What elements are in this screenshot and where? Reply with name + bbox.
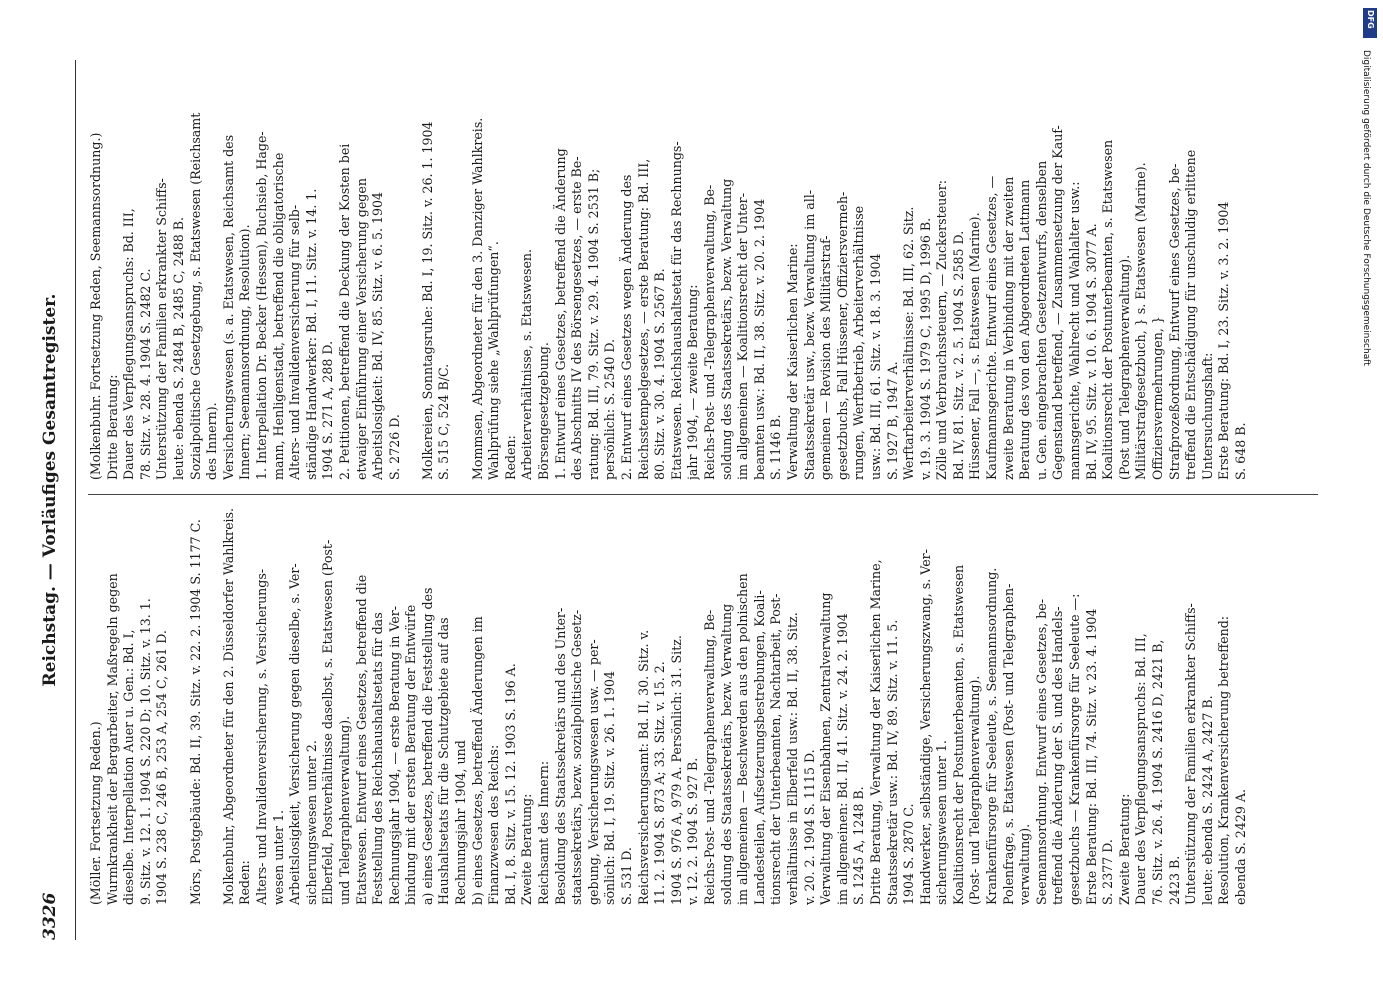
left-column-line: 1904 S. 2870 C. [901, 803, 917, 905]
right-column-line: Zölle und Verbrauchssteuern, — Zuckersteuer: [934, 180, 950, 480]
left-column-line: 9. Sitz. v. 12. 1. 1904 S. 220 D; 10. Sitz. v. 13. 1. [137, 598, 153, 905]
left-column-line: Besoldung des Staatssekretärs und des Unter- [552, 607, 568, 905]
right-column-line: S. 1146 B. [768, 414, 784, 480]
left-column-line: Reichsversicherungsamt: Bd. II, 30. Sitz. v. [635, 629, 651, 905]
right-column-line: Werftarbeiterverhältnisse: Bd. III, 62. Sitz. [901, 206, 917, 480]
left-column-line: Erste Beratung: Bd. III, 74. Sitz. v. 23. 4. 1904 [1083, 608, 1099, 905]
right-column-line: Untersuchungshaft: [1199, 352, 1215, 480]
left-column-line: 2423 B. [1166, 855, 1182, 905]
right-column-line: Unterstützung der Familien erkrankter Schiffs- [154, 178, 170, 480]
left-column-line: Verwaltung der Eisenbahnen, Zentralverwaltung [818, 592, 834, 905]
left-column-line: v. 20. 2. 1904 S. 1115 D. [801, 749, 817, 905]
right-column-line: (Post und Telegraphenverwaltung). [1116, 254, 1132, 480]
right-column-line: Wahlprüfung siehe „Wahlprüfungen“. [486, 241, 502, 480]
left-column-line: und Telegraphenverwaltung). [336, 715, 352, 905]
left-column-line: S. 2377 D. [1100, 839, 1116, 905]
left-column-line: Finanzwesen des Reichs: [486, 744, 502, 905]
page-header [40, 40, 70, 940]
right-column-line: soldung des Staatssekretärs, bezw. Verwaltung [718, 178, 734, 480]
left-column-line: sicherungswesen unter 2. [303, 740, 319, 905]
right-column-line: S. 515 C, 524 B/C. [436, 363, 452, 480]
left-column-line: Reden: [237, 860, 253, 905]
left-column-line: leute: ebenda S. 2424 A, 2427 B. [1199, 695, 1215, 905]
right-column-line: Bd. IV, 95. Sitz. v. 10. 6. 1904 S. 3077 A. [1083, 223, 1099, 480]
left-column-line: Zweite Beratung: [519, 793, 535, 905]
right-column-line: des Abschnitts IV des Börsengesetzes, — erste Be- [569, 156, 585, 480]
left-column-line: Elberfeld, Postverhältnisse daselbst, s. Etatswesen (Post- [320, 539, 336, 905]
left-column-line: Feststellung des Reichshaushaltsetats für das [370, 612, 386, 905]
right-column-line: Arbeiterverhältnisse, s. Etatswesen. [519, 248, 535, 480]
left-column-line: im allgemeinen: Bd. II, 41. Sitz. v. 24. 2. 1904 [834, 613, 850, 905]
left-column-line: Unterstützung der Familien erkrankter Schiffs- [1183, 603, 1199, 905]
left-column-line: Resolution, Krankenversicherung betreffend: [1216, 615, 1232, 905]
right-column-line: 1. Entwurf eines Gesetzes, betreffend die Änderung [552, 148, 568, 480]
left-column-line [171, 490, 188, 905]
right-column-line: des Innern). [204, 402, 220, 480]
left-column-line: Krankenfürsorge für Seeleute, s. Seemannsordnung. [984, 567, 1000, 905]
left-column-line: im allgemeinen — Beschwerden aus den polnischen [735, 573, 751, 905]
left-column-line: Handwerker, selbständige, Versicherungszwang, s. Ver- [917, 549, 933, 905]
right-column-line: rungen, Werftbetrieb, Arbeiterverhältnisse [851, 205, 867, 480]
left-column-line: verhältnisse in Elberfeld usw.: Bd. II, 38. Sitz. [784, 612, 800, 905]
right-column-line: Innern; Seemannsordnung, Resolution). [237, 224, 253, 480]
left-column-line: Dauer des Verpflegungsanspruchs: Bd. III, [1133, 633, 1149, 905]
left-column-line: Etatswesen. Entwurf eines Gesetzes, betreffend die [353, 574, 369, 905]
right-column-line: Kaufmannsgerichte. Entwurf eines Gesetzes, — [984, 175, 1000, 480]
left-column-line: v. 12. 2. 1904 S. 927 B. [685, 757, 701, 905]
right-column-line: Mommsen, Abgeordneter für den 3. Danziger Wahlkreis. [469, 117, 485, 480]
right-column-line: Gegenstand betreffend, — Zusammensetzung der Kauf- [1050, 125, 1066, 480]
left-column-line: Mörs, Postgebäude: Bd. II, 39. Sitz. v. 22. 2. 1904 S. 1177 C. [187, 519, 203, 905]
left-column-line: gesetzbuchs — Krankenfürsorge für Seeleute —: [1067, 593, 1083, 905]
left-column-line: (Post- und Telegraphenverwaltung). [967, 675, 983, 905]
right-column-line: Börsengesetzgebung. [536, 342, 552, 480]
left-column-line: treffend die Änderung der S. und des Handels- [1050, 606, 1066, 905]
right-column-line: S. 2726 D. [386, 414, 402, 480]
right-column-line: Erste Beratung: Bd. I, 23. Sitz. v. 3. 2. 1904 [1216, 201, 1232, 480]
right-column-line: 1904 S. 271 A, 288 D. [320, 340, 336, 480]
left-column-line: Molkenbuhr, Abgeordneter für den 2. Düsseldorfer Wahlkreis. [220, 507, 236, 905]
left-column-line: Reichsamt des Innern: [536, 760, 552, 905]
right-column-line: Staatssekretär usw., bezw. Verwaltung im all- [801, 189, 817, 480]
left-column-line: 11. 2. 1904 S. 873 A; 33. Sitz. v. 15. 2. [652, 661, 668, 905]
right-column-line: jahr 1904, — zweite Beratung: [685, 284, 701, 480]
right-column-line: mannsgerichte, Wahlrecht und Wahlalter usw.: [1067, 181, 1083, 480]
left-column-line: Polenfrage, s. Etatswesen (Post- und Telegraphen- [1000, 583, 1016, 905]
right-column-line: leute: ebenda S. 2484 B, 2485 C, 2488 B. [170, 216, 186, 480]
left-column-line: 1904 S. 976 A, 979 A. Persönlich: 31. Sitz. [668, 635, 684, 905]
left-column-line: Koalitionsrecht der Postunterbeamten, s. Etatswesen [950, 564, 966, 905]
left-column-line: Rechnungsjahr 1904, und [453, 740, 469, 905]
right-column-line: treffend die Entschädigung für unschuldig erlittene [1183, 149, 1199, 480]
left-column-line: dieselbe. Interpellation Auer u. Gen.: Bd. I, [121, 629, 137, 905]
right-column-line: Arbeitslosigkeit: Bd. IV, 85. Sitz. v. 6. 5. 1904 [370, 191, 386, 480]
right-column-line: gesetzbuchs, Fall Hüssener, Offiziersvermeh- [834, 191, 850, 480]
right-column-line: ständige Handwerker: Bd. I, 11. Sitz. v. 14. 1. [303, 188, 319, 480]
left-column-line: Staatssekretär usw.: Bd. IV, 89. Sitz. v. 11. 5. [884, 619, 900, 905]
right-column-line: usw.: Bd. III, 61. Sitz. v. 18. 3. 1904 [867, 253, 883, 480]
left-column-line: S. 531 D. [619, 847, 634, 905]
right-column-line: gemeinen — Revision des Militärstraf- [818, 235, 834, 480]
right-column-line: 1. Interpellation Dr. Becker (Hessen), Buchsieb, Hage- [253, 131, 269, 480]
right-column-line: 78. Sitz. v. 28. 4. 1904 S. 2482 C. [137, 268, 153, 480]
left-column-line: tionsrecht der Unterbeamten, Nachtarbeit, Post- [768, 593, 784, 905]
left-column-line: staatssekretärs, bezw. sozialpolitische Gesetz- [569, 609, 585, 905]
left-column-line: Zweite Beratung: [1116, 793, 1132, 905]
left-column-line: (Möller. Fortsetzung Reden.) [88, 721, 103, 905]
left-column-line: ebenda S. 2429 A. [1232, 789, 1248, 905]
right-column [88, 65, 1250, 480]
left-column-line: bindung mit der ersten Beratung der Entwürfe [403, 604, 419, 905]
right-column-line: Verwaltung der Kaiserlichen Marine: [784, 243, 800, 480]
right-column-line: Dauer des Verpflegungsanspruchs: Bd. III, [121, 208, 137, 480]
right-column-line: Militärstrafgesetzbuch, } s. Etatswesen (Marine). [1133, 162, 1149, 480]
right-column-line: Versicherungswesen (s. a. Etatswesen, Reichsamt des [220, 134, 236, 480]
left-column-line: Dritte Beratung, Verwaltung der Kaiserlichen Marine, [867, 559, 883, 905]
left-column-line: sicherungswesen unter 1. [934, 740, 950, 905]
right-column-line: Koalitionsrecht der Postunterbeamten, s. Etatswesen [1100, 139, 1116, 480]
right-column-line: Offiziersvermehrungen, } [1150, 316, 1165, 480]
left-column-line: Wurmkrankheit der Bergarbeiter, Maßregeln gegen [104, 573, 120, 905]
left-column-line [204, 490, 221, 905]
left-column-line: soldung des Staatssekretärs, bezw. Verwaltung [718, 603, 734, 905]
credit-text: Digitalisierung gefördert durch die Deutsche Forschungsgemeinschaft [1361, 50, 1371, 366]
left-column-line: Arbeitslosigkeit, Versicherung gegen dieselbe, s. Ver- [287, 563, 303, 905]
digitization-credit [1357, 10, 1375, 990]
right-column-line: Dritte Beratung: [104, 374, 120, 480]
right-column-line: etwaiger Einführung einer Versicherung gegen [353, 178, 369, 480]
right-column-line: Sozialpolitische Gesetzgebung, s. Etatswesen (Reichsamt [187, 112, 203, 480]
right-column-line [403, 65, 420, 480]
right-column-line: mann, Henligenstadt, betreffend die obligatorische [270, 152, 286, 480]
right-column-line: persönlich: S. 2540 D. [602, 338, 618, 480]
right-column-line: v. 19. 3. 1904 S. 1979 C, 1995 D, 1996 B. [917, 217, 933, 480]
left-column-line: Bd. I, 8. Sitz. v. 15. 12. 1903 S. 196 A. [502, 663, 518, 905]
right-column-line: S. 648 B. [1232, 422, 1248, 480]
header-rule [75, 60, 76, 940]
right-column-line: im allgemeinen — Koalitionsrecht der Unter- [735, 193, 751, 480]
right-column-line: ratung: Bd. III, 79. Sitz. v. 29. 4. 1904 S. 2531 B; [585, 168, 601, 480]
left-column-line: Seemannsordnung. Entwurf eines Gesetzes, be- [1033, 598, 1049, 905]
right-column-line: Bd. IV, 81. Sitz. v. 2. 5. 1904 S. 2585 D. [950, 230, 966, 480]
right-column-line [453, 65, 470, 480]
left-column-line: Alters- und Invalidenversicherung, s. Versicherungs- [253, 568, 269, 905]
right-column-line: Reichs-Post- und -Telegraphenverwaltung, Be- [701, 184, 717, 480]
left-column [88, 490, 1250, 905]
right-column-line: zweite Beratung in Verbindung mit der zweiten [1000, 176, 1016, 480]
column-separator [88, 494, 1318, 495]
left-column-line: Landesteilen, Aufsetzerungsbestrebungen, Koali- [751, 590, 767, 905]
left-column-line: gebung, Versicherungswesen usw. — per- [585, 639, 601, 905]
right-column-line: beamten usw.: Bd. II, 38. Sitz. v. 20. 2. 1904 [751, 198, 767, 480]
right-column-line: Hüssener, Fall —, s. Etatswesen (Marine). [967, 212, 983, 480]
running-title: Reichstag. — Vorläufiges Gesamtregister. [40, 293, 60, 687]
left-column-line: Reichs-Post- und -Telegraphenverwaltung, Be- [701, 609, 717, 905]
right-column-line: u. Gen. eingebrachten Gesetzentwurfs, denselben [1033, 160, 1049, 480]
right-column-line: Reden: [502, 435, 518, 480]
dfg-badge-text: DFG [1366, 10, 1375, 29]
left-column-line: Rechnungsjahr 1904, — erste Beratung in Ver- [386, 605, 402, 905]
right-column-line: Etatswesen. Reichshaushaltsetat für das Rechnungs- [668, 141, 684, 480]
right-column-line: Alters- und Invalidenversicherung für selb- [287, 204, 303, 480]
right-column-line: 80. Sitz. v. 30. 4. 1904 S. 2567 B. [652, 268, 668, 480]
left-column-line: verwaltung). [1017, 823, 1033, 905]
left-column-line: Haushaltsetats für die Schutzgebiete auf das [436, 617, 452, 905]
right-column-line: 2. Petitionen, betreffend die Deckung der Kosten bei [336, 143, 352, 480]
right-column-line: (Molkenbuhr. Fortsetzung Reden, Seemannsordnung.) [88, 132, 103, 480]
left-column-line: a) eines Gesetzes, betreffend die Feststellung des [419, 587, 435, 905]
left-column-line: S. 1245 A, 1248 B. [851, 786, 867, 905]
left-column-line: 76. Sitz. v. 26. 4. 1904 S. 2416 D, 2421 B, [1150, 639, 1165, 905]
page-number: 3326 [40, 892, 60, 940]
left-column-line: sönlich: Bd. I, 19. Sitz. v. 26. 1. 1904 [602, 670, 618, 905]
right-column-line: Molkereien, Sonntagsruhe: Bd. I, 19. Sitz. v. 26. 1. 1904 [419, 121, 435, 480]
left-column-line: 1904 S. 238 C, 246 B, 253 A, 254 C, 261 D. [154, 630, 170, 905]
left-column-line: wesen unter 1. [270, 809, 286, 905]
right-column-line: Strafprozeßordnung, Entwurf eines Gesetzes, be- [1166, 163, 1182, 480]
right-column-line: 2. Entwurf eines Gesetzes wegen Änderung des [619, 174, 634, 480]
right-column-line: Beratung des von den Abgeordneten Lattmann [1017, 179, 1033, 480]
right-column-line: S. 1927 B, 1947 A. [884, 361, 900, 480]
right-column-line: Reichsstempelgesetzes, — erste Beratung: Bd. III, [635, 158, 651, 480]
left-column-line: b) eines Gesetzes, betreffend Änderungen im [469, 616, 485, 905]
